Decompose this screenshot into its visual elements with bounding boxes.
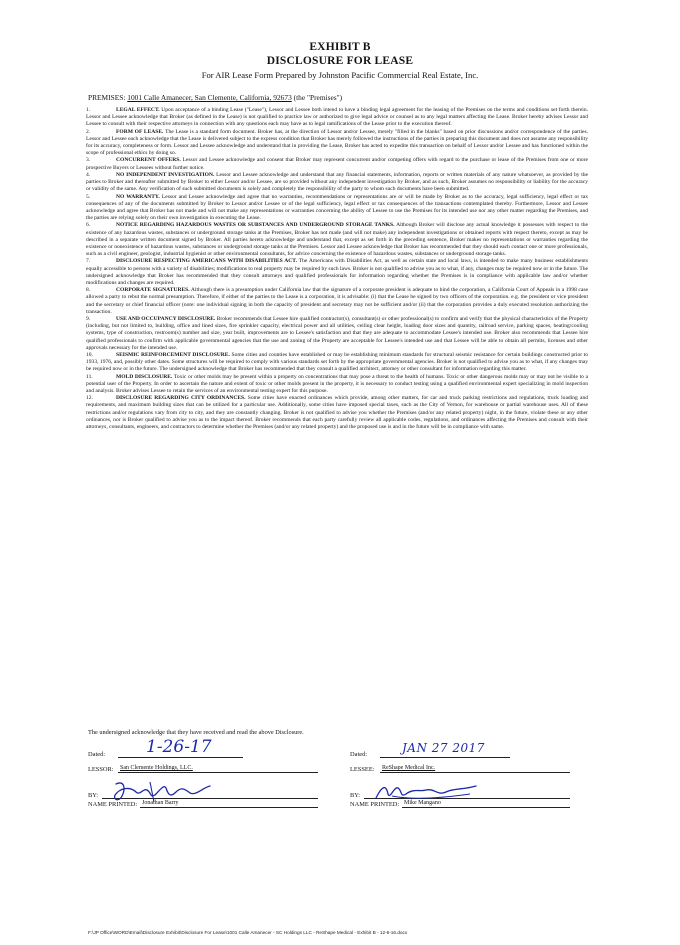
section-10: 10. SEISMIC REINFORCEMENT DISCLOSURE. Some cities and counties have established or may be establishing minimum standards for structural seismic resistance for certain buildings constructed prior to 1933, 1976, and, possibly other dates. Some structures will be required to comply with various standards set forth by the appropriate governmental agencies. Broker is not qualified to advise you as to what, if any changes may be required now or in the future. The undersigned acknowledge that Broker has recommended that they consult a qualified architect, attorney or other consultant for information regarding this matter.: [86, 352, 589, 373]
lessee-label: LESSEE:: [350, 766, 375, 773]
section-text: Although Broker will disclose any actual knowledge it possesses with respect to the existence of any hazardous wastes, substances or underground storage tanks at the Premises, Broker has not made (and will not make) any independent investigations or obtained reports with respect thereto, except as may be described in a separate written document signed by Broker. All parties hereto acknowledge and understand that, except as set forth in the preceding sentence, Broker makes no representations or warranties regarding the existence or nonexistence of hazardous wastes, substances or underground storage tanks at the Premises. Lessor and Lessee acknowledge that Broker has recommended that they should each contact one or more professionals, such as a civil engineer, geologist, industrial hygienist or other environmental consultants, for advice concerning the existence of hazardous wastes, substances or underground storage tanks.: [86, 222, 588, 258]
lessor-by-label: BY:: [88, 792, 99, 799]
section-text: Broker recommends that Lessee hire qualified contractor(s), consultant(s) or other professional(s) to confirm and verify that the physical characteristics of the Property (including, but not limited to, building, office and lined sizes, fire sprinkler capacity, electrical power and all utilities, ceiling clear height, loading door sizes and quantity, railroad service, parking spaces, heating/cooling systems, type of construction, restroom(s) number and size, year built, improvements are to Lessee's satisfaction and that they are adequate to accommodate Lessee's intended use. Broker also recommends that Lessee hire qualified professionals to confirm with applicable governmental agencies that the use and zoning of the Property are acceptable for Lessee's intended use and that Lessee will be able to obtain all permits, licenses and other approvals necessary for the intended use.: [86, 316, 588, 351]
lessor-line: [118, 772, 318, 773]
lessor-value: San Clemente Holdings, LLC.: [120, 765, 193, 771]
lessee-dated-value: JAN 27 2017: [402, 741, 485, 755]
section-title: NOTICE REGARDING HAZARDOUS WASTES OR SUBSTANCES AND UNDERGROUND STORAGE TANKS.: [116, 222, 395, 229]
section-12: 12. DISCLOSURE REGARDING CITY ORDINANCES. Some cities have enacted ordinances which provide, among other matters, for car and truck parking restrictions and regulations, truck loading and requirements, and maximum building sizes that can be utilized for a particular use. Additionally, some cities have imposed special taxes, such as the City of Vernon, for warehouse or partial warehouse uses. All of these restrictions and/or regulations vary from city to city, and they are constantly changing. Broker is not qualified to advise you whether the Premises (and/or any related property) night, in the future, violate these or any other ordinances, nor is Broker qualified to advise you as to the impact thereof. Broker recommends that each party carefully review all applicable codes, regulations, and ordinances affecting the Premises and consult with their attorneys, consultants, engineers, and contractors to determine whether the Premises (and/or any related property) and the proposed use is and in the future will be in compliance with same.: [86, 395, 588, 430]
section-title: FORM OF LEASE.: [116, 128, 164, 135]
lessee-dated-line: [380, 757, 510, 758]
lessee-name-line: [402, 807, 570, 808]
section-title: CONCURRENT OFFERS.: [116, 157, 181, 164]
premises-label: PREMISES:: [88, 93, 126, 102]
lessor-dated-label: Dated:: [88, 751, 106, 758]
section-8: 8. CORPORATE SIGNATURES. Although there is a presumption under California law that the signature of a corporate president is adequate to bind the corporation, a California Court of Appeals in a 1998 case allowed a party to rebut the normal presumption. Therefore, if either of the parties to the Lease is a corporation, it is advisable: (i) that the Lease be signed by two officers of the corporation. e.g. the president or vice president and the secretary or chief financial officer (note: one individual signing in both the capacity of president and secretary may not be sufficient and/or (ii) that the corporation provides a duly executed resolution authorizing the transaction.: [86, 287, 588, 315]
section-text: Some cities and counties have established or may be establishing minimum standards for structural seismic resistance for certain buildings constructed prior to 1933, 1976, and, possibly other dates. Some structures will be required to comply with various standards set forth by the appropriate governmental agencies. Broker is not qualified to advise you as to what, if any changes may be required now or in the future. The undersigned acknowledge that Broker has recommended that they consult a qualified architect, attorney or other consultant for information regarding this matter.: [86, 352, 589, 373]
lessor-name-line: [140, 807, 318, 808]
section-text: Lessor and Lessee acknowledge and agree that no warranties, recommendations or representations are or will be made by Broker as to the accuracy, legal sufficiency, legal effect or tax consequences of any of the documents submitted by Broker to Lessor and/or Lessee or of the legal sufficiency, legal effect or tax consequences of the transactions contemplated thereby. Furthermore, Lessor and Lessee acknowledge and agree that Broker has not made and will not make any representations or warranties concerning the ability of Lessee to use the Premises for its intended use nor any other matter regarding the Premises, and the parties are relying solely on their own investigation in executing the Lease.: [86, 193, 588, 222]
section-title: USE AND OCCUPANCY DISCLOSURE.: [116, 316, 216, 323]
section-text: Some cities have enacted ordinances which provide, among other matters, for car and truck parking restrictions and regulations, truck loading and requirements, and maximum building sizes that can be utilized for a particular use. Additionally, some cities have imposed special taxes, such as the City of Vernon, for warehouse or partial warehouse uses. All of these restrictions and/or regulations vary from city to city, and they are constantly changing. Broker is not qualified to advise you whether the Premises (and/or any related property) night, in the future, violate these or any other ordinances, nor is Broker qualified to advise you as to the impact thereof. Broker recommends that each party carefully review all applicable codes, regulations, and ordinances affecting the Premises and consult with their attorneys, consultants, engineers, and contractors to determine whether the Premises (and/or any related property) and the proposed use is and in the future will be in compliance with same.: [86, 395, 588, 430]
section-title: MOLD DISCLOSURE.: [116, 373, 173, 380]
section-title: NO INDEPENDENT INVESTIGATION.: [116, 171, 215, 178]
lessor-name-value: Jonathan Barry: [142, 800, 179, 806]
lessor-name-label: NAME PRINTED:: [88, 801, 138, 808]
lessee-value: ReShape Medical Inc.: [382, 765, 436, 771]
premises-address: 1001 Calle Amanecer, San Clemente, California, 92673: [127, 93, 292, 102]
section-text: Toxic or other molds may be present within a property on concentrations that may pose a threat to the health of humans. Toxic or other dangerous molds may or may not be visible to a potential user of the Property. In order to ascertain the nature and extent of toxic or other molds present in the property, it is necessary to conduct testing using a qualified environmental expert specializing in mold inspection and analysis. Broker advises Lessee to retain the services of an environmental testing expert for this purpose.: [86, 373, 588, 394]
section-text: Lessor and Lessee acknowledge and consent that Broker may represent concurrent and/or competing offers with regard to the purchase or lease of the Premises from one or more prospective Buyers or Lessees without further notice.: [86, 157, 588, 171]
exhibit-label: EXHIBIT B: [309, 41, 371, 53]
section-text: Lessor and Lessee acknowledge and understand that any financial statements, information, reports or written materials of any nature whatsoever, as provided by the parties to Broker and thereafter submitted by Broker to either Lessor and/or Lessee, are so provided without any independent investigation by Broker, and as such, Broker assumes no responsibility or liability for the accuracy or validity of the same. Any verification of such submitted documents is solely and completely the responsibility of the party to whom such documents have been submitted.: [86, 171, 589, 193]
section-text: Upon acceptance of a binding Lease ("Lease"), Lessor and Lessee both intend to have a binding legal agreement for the leasing of the Premises on the terms and conditions set forth therein. Lessor and Lessee acknowledge that Broker (as defined in the Lease) is not qualified to practice law or authorized to give legal advice or counsel as to any legal matters affecting the Lease. Broker hereby advises Lessor and Lessee to consult with their respective attorneys in connection with any questions each may have as to legal ramifications of the Lease prior to the execution thereof.: [86, 107, 589, 128]
section-4: 4. NO INDEPENDENT INVESTIGATION. Lessor and Lessee acknowledge and understand that any financial statements, information, reports or written materials of any nature whatsoever, as provided by the parties to Broker and thereafter submitted by Broker to either Lessor and/or Lessee, are so provided without any independent investigation by Broker, and as such, Broker assumes no responsibility or liability for the accuracy or validity of the same. Any verification of such submitted documents is solely and completely the responsibility of the party to whom such documents have been submitted.: [86, 171, 589, 193]
section-text: The Americans with Disabilities Act, as well as certain state and local laws, is intended to make many business establishments equally accessible to persons with a variety of disabilities; modifications to real property may be required by such laws. Broker is not qualified to advise you as to what, if any, changes may be required now or in the future. The undersigned acknowledge that Broker has recommended that they consult attorneys and qualified professionals for information regarding whether the Premises is in compliance with applicable law and/or whether modifications and changes are required.: [86, 258, 588, 286]
disclosure-body: [86, 107, 588, 431]
section-6: 6. NOTICE REGARDING HAZARDOUS WASTES OR SUBSTANCES AND UNDERGROUND STORAGE TANKS. Although Broker will disclose any actual knowledge it possesses with respect to the existence of any hazardous wastes, substances or underground storage tanks at the Premises, Broker has not made (and will not make) any independent investigations or obtained reports with respect thereto, except as may be described in a separate written document signed by Broker. All parties hereto acknowledge and understand that, except as set forth in the preceding sentence, Broker makes no representations or warranties regarding the existence or nonexistence of hazardous wastes, substances or underground storage tanks at the Premises. Lessor and Lessee acknowledge that Broker has recommended that they should each contact one or more professionals, such as a civil engineer, geologist, industrial hygienist or other environmental consultants, for advice concerning the existence of hazardous wastes, substances or underground storage tanks.: [86, 222, 588, 258]
lessee-by-label: BY:: [350, 792, 361, 799]
section-title: LEGAL EFFECT.: [116, 107, 160, 113]
file-path-footer: F:\JP Office\WORD\Email\Disclosure Exhibit\Disclosure For Lease\1001 Calle Amanecer - SC Holdings LLC - ReShape Medical - Exhibit B - 12-5-16.docx: [88, 930, 408, 935]
section-7: 7. DISCLOSURE RESPECTING AMERICANS WITH DISABILITIES ACT. The Americans with Disabilities Act, as well as certain state and local laws, is intended to make many business establishments equally accessible to persons with a variety of disabilities; modifications to real property may be required by such laws. Broker is not qualified to advise you as to what, if any, changes may be required now or in the future. The undersigned acknowledge that Broker has recommended that they consult attorneys and qualified professionals for information regarding whether the Premises is in compliance with applicable law and/or whether modifications and changes are required.: [86, 258, 588, 286]
section-title: SEISMIC REINFORCEMENT DISCLOSURE.: [116, 352, 230, 358]
section-9: 9. USE AND OCCUPANCY DISCLOSURE. Broker recommends that Lessee hire qualified contractor(s), consultant(s) or other professional(s) to confirm and verify that the physical characteristics of the Property (including, but not limited to, building, office and lined sizes, fire sprinkler capacity, electrical power and all utilities, ceiling clear height, loading door sizes and quantity, railroad service, parking spaces, heating/cooling systems, type of construction, restroom(s) number and size, year built, improvements are to Lessee's satisfaction and that they are adequate to accommodate Lessee's intended use. Broker also recommends that Lessee hire qualified professionals to confirm with applicable governmental agencies that the use and zoning of the Property are acceptable for Lessee's intended use and that Lessee will be able to obtain all permits, licenses and other approvals necessary for the intended use.: [86, 316, 588, 351]
section-text: The Lease is a standard form document. Broker has, at the direction of Lessor and/or Lessee, merely "filled in the blanks" based on prior discussions and/or correspondence of the parties. Lessor and Lessee each acknowledge that the Lease is delivered subject to the express condition that Broker has merely followed the instructions of the parties in preparing this document and does not assume any responsibility for its accuracy, completeness or form. Lessor and Lessee acknowledge and understand that in providing the Lease, Broker has acted to expedite this transaction on behalf of Lessor and/or Lessee and has functioned within the scope of professional ethics by doing so.: [86, 128, 589, 157]
lessee-line: [380, 772, 570, 773]
section-title: DISCLOSURE REGARDING CITY ORDINANCES.: [116, 395, 246, 402]
lessor-dated-value: 1-26-17: [146, 737, 212, 757]
premises-suffix: (the "Premises"): [293, 93, 343, 102]
section-text: Although there is a presumption under California law that the signature of a corporate president is adequate to bind the corporation, a California Court of Appeals in a 1998 case allowed a party to rebut the normal presumption. Therefore, if either of the parties to the Lease is a corporation, it is advisable: (i) that the Lease be signed by two officers of the corporation. e.g. the president or vice president and the secretary or chief financial officer (note: one individual signing in both the capacity of president and secretary may not be sufficient and/or (ii) that the corporation provides a duly executed resolution authorizing the transaction.: [86, 287, 588, 315]
section-3: 3. CONCURRENT OFFERS. Lessor and Lessee acknowledge and consent that Broker may represent concurrent and/or competing offers with regard to the purchase or lease of the Premises from one or more prospective Buyers or Lessees without further notice.: [86, 157, 588, 171]
lessee-dated-label: Dated:: [350, 751, 368, 758]
section-2: 2. FORM OF LEASE. The Lease is a standard form document. Broker has, at the direction of Lessor and/or Lessee, merely "filled in the blanks" based on prior discussions and/or correspondence of the parties. Lessor and Lessee each acknowledge that the Lease is delivered subject to the express condition that Broker has merely followed the instructions of the parties in preparing this document and does not assume any responsibility for its accuracy, completeness or form. Lessor and Lessee acknowledge and understand that in providing the Lease, Broker has acted to expedite this transaction on behalf of Lessor and/or Lessee and has functioned within the scope of professional ethics by doing so.: [86, 128, 589, 157]
section-1: 1. LEGAL EFFECT. Upon acceptance of a binding Lease ("Lease"), Lessor and Lessee both intend to have a binding legal agreement for the leasing of the Premises on the terms and conditions set forth therein. Lessor and Lessee acknowledge that Broker (as defined in the Lease) is not qualified to practice law or authorized to give legal advice or counsel as to any legal matters affecting the Lease. Broker hereby advises Lessor and Lessee to consult with their respective attorneys in connection with any questions each may have as to legal ramifications of the Lease prior to the execution thereof.: [86, 107, 589, 128]
lessor-dated-line: [118, 757, 243, 758]
document-title: DISCLOSURE FOR LEASE: [266, 55, 414, 67]
acknowledgement-text: The undersigned acknowledge that they have received and read the above Disclosure.: [88, 729, 304, 736]
section-title: NO WARRANTY.: [116, 193, 160, 200]
document-subtitle: For AIR Lease Form Prepared by Johnston Pacific Commercial Real Estate, Inc.: [201, 70, 479, 80]
lessee-name-value: Mike Mangano: [404, 800, 441, 806]
lessor-label: LESSOR:: [88, 766, 114, 773]
section-11: 11. MOLD DISCLOSURE. Toxic or other molds may be present within a property on concentrations that may pose a threat to the health of humans. Toxic or other dangerous molds may or may not be visible to a potential user of the Property. In order to ascertain the nature and extent of toxic or other molds present in the property, it is necessary to conduct testing using a qualified environmental expert specializing in mold inspection and analysis. Broker advises Lessee to retain the services of an environmental testing expert for this purpose.: [86, 373, 588, 394]
premises-line: [88, 93, 342, 102]
lessee-name-label: NAME PRINTED:: [350, 801, 400, 808]
section-title: CORPORATE SIGNATURES.: [116, 287, 190, 294]
section-5: 5. NO WARRANTY. Lessor and Lessee acknowledge and agree that no warranties, recommendations or representations are or will be made by Broker as to the accuracy, legal sufficiency, legal effect or tax consequences of any of the documents submitted by Broker to Lessor and/or Lessee or of the legal sufficiency, legal effect or tax consequences of the transactions contemplated thereby. Furthermore, Lessor and Lessee acknowledge and agree that Broker has not made and will not make any representations or warranties concerning the ability of Lessee to use the Premises for its intended use nor any other matter regarding the Premises, and the parties are relying solely on their own investigation in executing the Lease.: [86, 193, 588, 222]
section-title: DISCLOSURE RESPECTING AMERICANS WITH DISABILITIES ACT.: [116, 258, 297, 265]
